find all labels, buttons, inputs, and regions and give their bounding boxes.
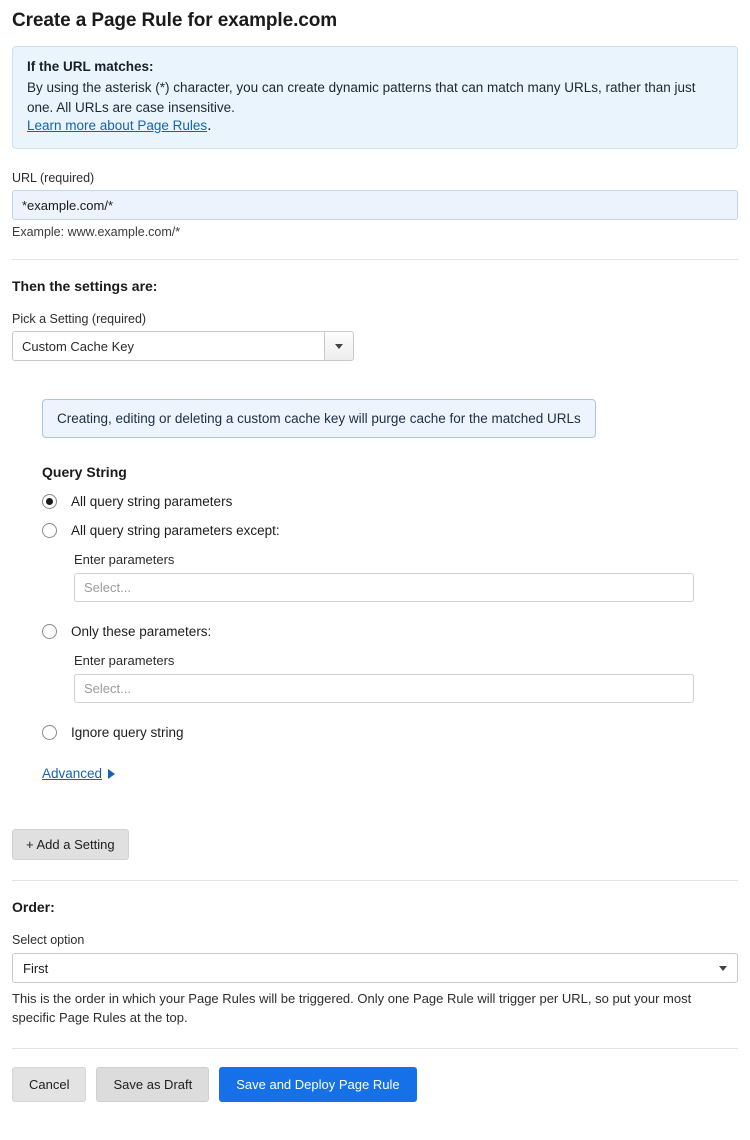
- custom-cache-key-settings: [42, 399, 738, 787]
- chevron-down-icon: [335, 344, 343, 349]
- url-input[interactable]: [12, 190, 738, 220]
- only-params-group: [74, 653, 738, 703]
- callout-link-suffix: .: [207, 117, 212, 135]
- callout-link-row: [27, 117, 723, 135]
- radio-label-only-these-params: Only these parameters:: [71, 624, 212, 640]
- radio-icon-only-these-params[interactable]: [42, 624, 57, 639]
- cancel-button[interactable]: Cancel: [12, 1067, 86, 1102]
- purge-cache-note: Creating, editing or deleting a custom cache key will purge cache for the matched URLs: [42, 399, 596, 438]
- radio-only-these-params[interactable]: [42, 624, 738, 639]
- divider: [12, 259, 738, 260]
- page-rule-form: [0, 10, 750, 1118]
- radio-ignore-query-string[interactable]: [42, 725, 738, 740]
- advanced-toggle[interactable]: [42, 766, 115, 781]
- except-params-select[interactable]: Select...: [74, 573, 694, 602]
- setting-picker[interactable]: [12, 331, 738, 361]
- url-match-callout: [12, 46, 738, 149]
- radio-all-params-except[interactable]: [42, 523, 738, 538]
- form-actions: [12, 1067, 738, 1118]
- save-deploy-button[interactable]: Save and Deploy Page Rule: [219, 1067, 416, 1102]
- except-params-label: Enter parameters: [74, 552, 175, 568]
- advanced-label: Advanced: [42, 766, 103, 782]
- radio-label-ignore-query-string: Ignore query string: [71, 725, 184, 741]
- only-params-select[interactable]: Select...: [74, 674, 694, 703]
- settings-section-title: Then the settings are:: [12, 278, 158, 295]
- radio-label-all-params-except: All query string parameters except:: [71, 523, 280, 539]
- radio-label-all-params: All query string parameters: [71, 494, 233, 510]
- url-field-hint: Example: www.example.com/*: [12, 225, 181, 240]
- order-help-text: This is the order in which your Page Rules will be triggered. Only one Page Rule will trigger per URL, so put your most specific Page Rules at the top.: [12, 991, 692, 1025]
- order-select[interactable]: [12, 953, 738, 983]
- learn-more-link[interactable]: Learn more about Page Rules: [27, 118, 208, 134]
- setting-picker-label: Pick a Setting (required): [12, 312, 147, 327]
- add-setting-button[interactable]: + Add a Setting: [12, 829, 129, 860]
- callout-title: If the URL matches:: [27, 59, 154, 74]
- setting-picker-arrow[interactable]: [324, 331, 354, 361]
- page-title: Create a Page Rule for example.com: [12, 10, 338, 31]
- save-draft-button[interactable]: Save as Draft: [96, 1067, 209, 1102]
- order-select-value: First: [23, 960, 49, 976]
- order-select-label: Select option: [12, 933, 85, 948]
- radio-icon-all-params[interactable]: [42, 494, 57, 509]
- callout-text: By using the asterisk (*) character, you can create dynamic patterns that can match many URLs, rather than just one. All URLs are case insensitive.: [27, 80, 696, 115]
- radio-icon-ignore-query-string[interactable]: [42, 725, 57, 740]
- chevron-right-icon: [108, 769, 115, 779]
- order-section-title: Order:: [12, 899, 55, 916]
- divider-order: [12, 880, 738, 881]
- divider-actions: [12, 1048, 738, 1049]
- radio-icon-all-params-except[interactable]: [42, 523, 57, 538]
- query-string-title: Query String: [42, 464, 127, 481]
- chevron-down-icon-order: [719, 966, 727, 971]
- except-params-group: [74, 552, 738, 602]
- setting-picker-value[interactable]: Custom Cache Key: [12, 331, 324, 361]
- radio-all-params[interactable]: [42, 494, 738, 509]
- url-field-label: URL (required): [12, 171, 95, 186]
- only-params-label: Enter parameters: [74, 653, 175, 669]
